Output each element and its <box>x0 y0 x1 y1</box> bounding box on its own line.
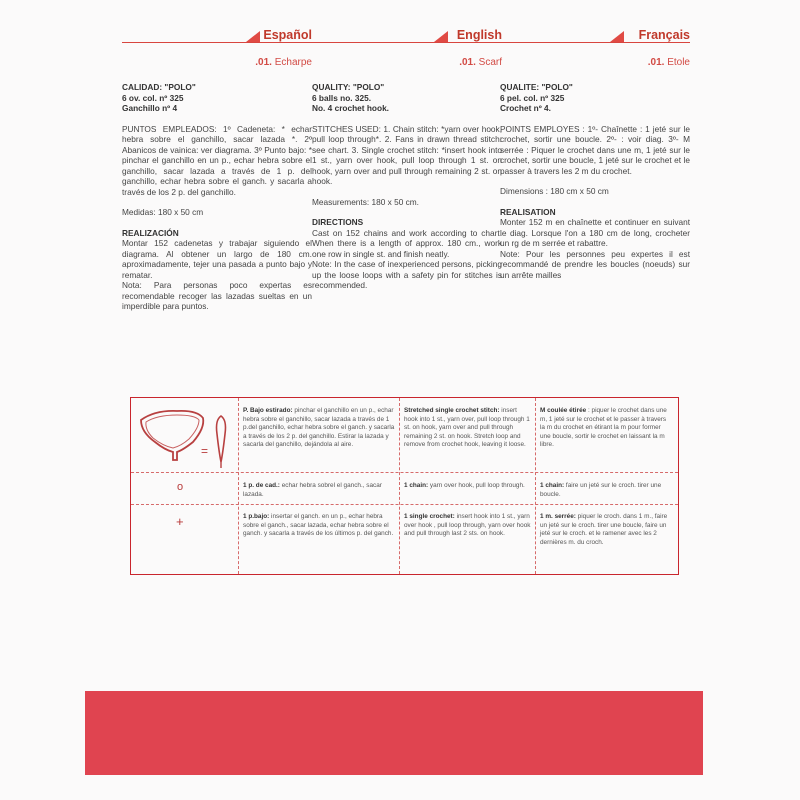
instructions-body: QUALITE: "POLO" 6 pel. col. nº 325 Crochet nº 4. POINTS EMPLOYES : 1º- Chaînette : 1 jeté sur le crochet, sortir une boucle. 2º- : voir diag. 3º- M serrée : Piquer le crochet dans une m, 1 jeté sur le crochet, sortir une boucle, 1 jeté sur le crochet et le passer à travers les 2 m du crochet. Dimensions : 180 cm x 50 cm REALISATION Monter 152 m en chaînette et continuer en suivant le diag. Lorsque l'on a 180 cm de long, crocheter un rg de m serrée et rabattre. Note: Pour les personnes peu expertes il est recommandé de prendre les boucles (noeuds) sur un arrête mailles <box>500 82 690 280</box>
legend-en-row2: 1 chain: yarn over hook, pull loop through. <box>404 482 525 489</box>
bottom-color-band <box>85 691 703 775</box>
legend-es-row2: 1 p. de cad.: echar hebra sobrel el ganch., sacar lazada. <box>243 482 382 498</box>
triangle-icon <box>610 31 624 42</box>
directions-text: Montar 152 cadenetas y trabajar siguiendo el diagrama. Al obtener un largo de 180 cm. aproximadamente, tejer una pasada a punto bajo y rematar. <box>122 238 312 280</box>
directions-title: REALIZACIÓN <box>122 227 179 238</box>
header-english <box>312 26 502 48</box>
instructions-body: CALIDAD: "POLO" 6 ov. col. nº 325 Ganchillo nº 4 PUNTOS EMPLEADOS: 1º Cadeneta: * echar hebra sobre el ganchillo, sacar lazada *. 2º Abanicos de vainica: ver diagrama. 3º Punto bajo: * pinchar el ganchillo en un p., echar hebra sobre el ganchillo, sacar lazada a través de 1 p. del ganchillo, echar hebra sobre el ganch. y sacarla a través de los 2 p. del ganchillo. Medidas: 180 x 50 cm REALIZACIÓN Montar 152 cadenetas y trabajar siguiendo el diagrama. Al obtener un largo de 180 cm. aproximadamente, tejer una pasada a punto bajo y rematar. Nota: Para personas poco expertas es recomendable recoger las lazadas sueltas en un imperdible para puntos. <box>122 82 312 311</box>
header-french <box>500 26 690 48</box>
legend-fr-row1: M coulée étirée : piquer le crochet dans une m, 1 jeté sur le crochet et le passer à travers la m du crochet en étirant la m pour former une boucle, sortir le crochet en laissant la m libre. <box>540 407 667 449</box>
pattern-title: .01. Echarpe <box>255 57 312 68</box>
legend-es-row3: 1 p.bajo: insertar el ganch. en un p., echar hebra sobre el ganch., sacar lazada, echar hebra sobre el ganch. y sacarla a través de los últimos p. del ganch. <box>243 513 394 538</box>
measures-text: Dimensions : 180 cm x 50 cm <box>500 186 609 196</box>
equals-sign: = <box>201 444 209 458</box>
note-text: Note: In the case of inexperienced persons, picking up the loose loops with a safety pin for stitches is recommended. <box>312 259 502 290</box>
directions-text: Cast on 152 chains and work according to chart. When there is a length of approx. 180 cm., work one row in single st. and finish neatly. <box>312 227 502 259</box>
triangle-icon <box>246 31 260 42</box>
legend-fr-row3: 1 m. serrée: piquer le croch. dans 1 m., faire un jeté sur le croch. tirer une boucle, faire un jeté sur le croch. et le ramener avec les 2 dernières m. du croch. <box>540 513 668 546</box>
pattern-title: .01. Etole <box>647 57 690 68</box>
stitches-text: PUNTOS EMPLEADOS: 1º Cadeneta: * echar hebra sobre el ganchillo, sacar lazada *. 2º Abanicos de vainica: ver diagrama. 3º Punto bajo: * pinchar el ganchillo en un p., echar hebra sobre el ganchillo, sacar lazada a través de 1 p. del ganchillo, echar hebra sobre el ganch. y sacarla a través de los 2 p. del ganchillo. <box>122 123 312 197</box>
note-text: Note: Pour les personnes peu expertes il est recommandé de prendre les boucles (noeuds) sur un arrête mailles <box>500 248 690 280</box>
legend-en-row1: Stretched single crochet stitch: insert hook into 1 st., yarn over, pull loop through 1 st. on hook, yarn over and pull through remaining 2 st. on hook. Stretch loop and remove from crochet hook, leaving it loose. <box>404 407 530 449</box>
stitch-legend-table <box>130 397 679 575</box>
directions-title: REALISATION <box>500 206 556 217</box>
header-spanish <box>122 26 312 48</box>
language-label: Français <box>638 28 690 42</box>
stitches-text: POINTS EMPLOYES : 1º- Chaînette : 1 jeté sur le crochet, sortir une boucle. 2º- : voir diag. 3º- M serrée : Piquer le crochet dans une m, 1 jeté sur le crochet, sortir une boucle, 1 jeté sur le crochet et le passer à travers les 2 m du crochet. <box>500 123 690 176</box>
language-label: English <box>456 28 502 42</box>
chain-symbol: o <box>177 481 184 493</box>
stitches-text: STITCHES USED: 1. Chain stitch: *yarn over hook, pull loop through*. 2. Fans in drawn thread stitch: see chart. 3. Single crochet stitch: *insert hook into 1 st., yarn over hook, pull loop through 1 st. on hook, yarn over and pull through remaining 2 st. on hook. <box>312 123 502 186</box>
directions-title: DIRECTIONS <box>312 217 364 227</box>
language-label: Español <box>263 28 312 42</box>
pattern-title: .01. Scarf <box>459 57 502 68</box>
legend-en-row3: 1 single crochet: insert hook into 1 st., yarn over hook , pull loop through, yarn over hook and pull through last 2 sts. on hook. <box>404 513 531 538</box>
measures-text: Medidas: 180 x 50 cm <box>122 207 204 217</box>
single-crochet-symbol: + <box>176 514 184 529</box>
stretched-stitch-symbol <box>137 406 235 470</box>
note-text: Nota: Para personas poco expertas es recomendable recoger las lazadas sueltas en un imperdible para puntos. <box>122 280 312 311</box>
measures-text: Measurements: 180 x 50 cm. <box>312 196 419 207</box>
legend-es-row1: P. Bajo estirado: pinchar el ganchillo en un p., echar hebra sobre el ganchillo, sacar lazada a través de 1 p.del ganchillo, echar hebra sobre el ganch. y sacarla a través de los 2 p. del ganchillo. Estirar la lazada y sacarla del ganchillo, dejándola al aire. <box>243 407 395 449</box>
legend-fr-row2: 1 chain: faire un jeté sur le croch. tirer une boucle. <box>540 482 662 498</box>
instructions-body: QUALITY: "POLO" 6 balls no. 325. No. 4 crochet hook. STITCHES USED: 1. Chain stitch: *yarn over hook, pull loop through*. 2. Fans in drawn thread stitch: see chart. 3. Single crochet stitch: *insert hook into 1 st., yarn over hook, pull loop through 1 st. on hook, yarn over and pull through remaining 2 st. on hook. Measurements: 180 x 50 cm. DIRECTIONS Cast on 152 chains and work according to chart. When there is a length of approx. 180 cm., work one row in single st. and finish neatly. Note: In the case of inexperienced persons, picking up the loose loops with a safety pin for stitches is recommended. <box>312 82 502 290</box>
triangle-icon <box>434 31 448 42</box>
directions-text: Monter 152 m en chaînette et continuer en suivant le diag. Lorsque l'on a 180 cm de long, crocheter un rg de m serrée et rabattre. <box>500 217 690 248</box>
